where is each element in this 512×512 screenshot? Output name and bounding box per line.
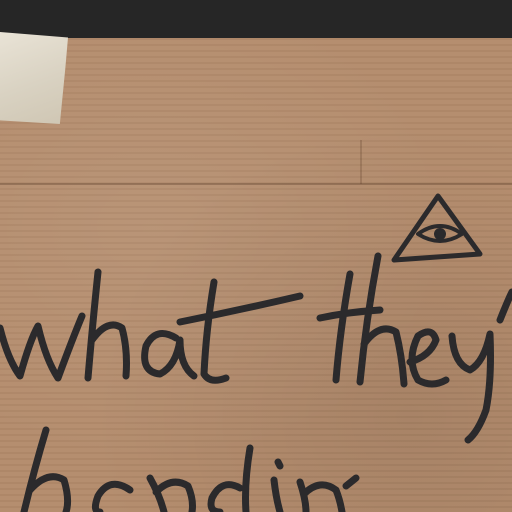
handwriting-line-1	[0, 256, 512, 440]
handwriting-line-2	[24, 430, 356, 512]
eye-triangle-icon	[394, 196, 480, 260]
